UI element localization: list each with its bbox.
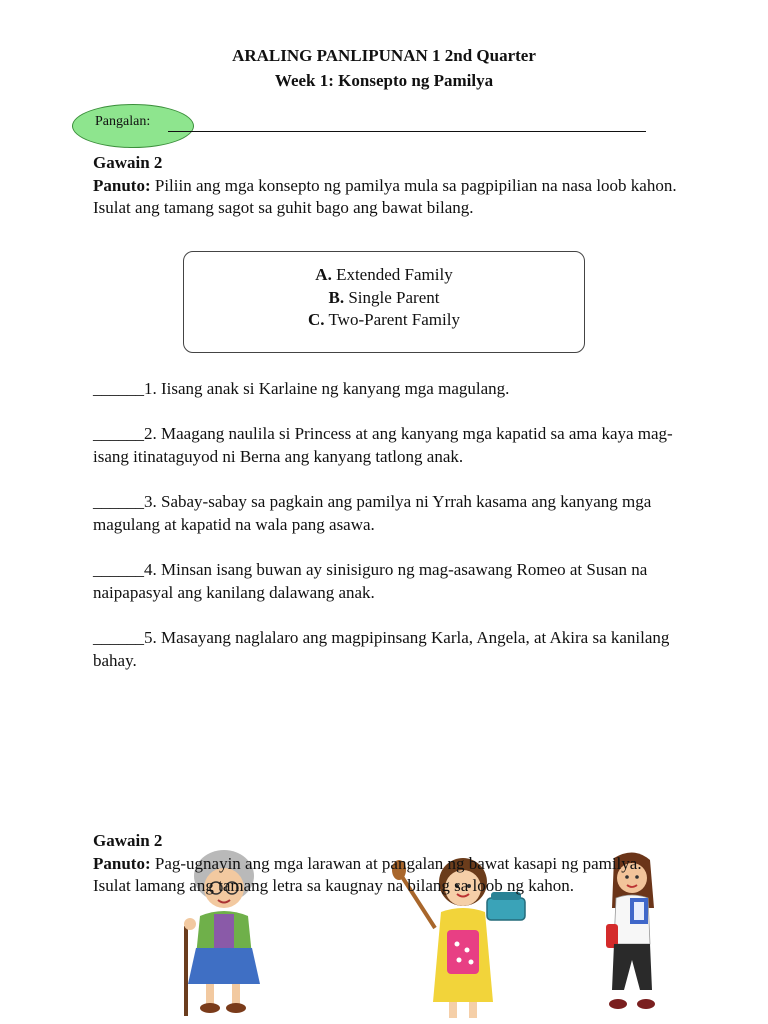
choice-c-letter: C. [308,310,325,329]
choice-b [183,288,585,308]
choice-b-letter: B. [328,288,345,307]
activity2-instruction-label: Panuto: [93,853,151,873]
activity1-instructions [93,175,683,220]
activity2-block [93,830,683,898]
choice-c [183,310,585,330]
question-4[interactable]: ______4. Minsan isang buwan ay sinisiguro ng mag-asawang Romeo at Susan na naipapasyal ang kanilang dalawang anak. [93,560,648,602]
worksheet-subtitle: Week 1: Konsepto ng Pamilya [274,71,494,90]
choice-a [183,265,585,285]
activity1-instruction-label: Panuto: [93,175,151,195]
activity1-instruction-text: Piliin ang mga konsepto ng pamilya mula sa pagpipilian na nasa loob kahon. Isulat ang tamang sagot sa guhit bago ang bawat bilang. [93,175,677,217]
choice-b-text: Single Parent [344,288,440,307]
question-2[interactable]: ______2. Maagang naulila si Princess at ang kanyang mga kapatid sa ama kaya mag-isang itinataguyod ni Berna ang kanyang tatlong anak. [93,424,673,466]
activity2-instruction-text: Pag-ugnayin ang mga larawan at pangalan ng bawat kasapi ng pamilya. Isulat lamang ang tamang letra sa kaugnay na bilang sa loob ng kahon. [93,853,642,895]
question-3[interactable]: ______3. Sabay-sabay sa pagkain ang pamilya ni Yrrah kasama ang kanyang mga magulang at kapatid na wala pang asawa. [93,492,652,534]
question-5[interactable]: ______5. Masayang naglalaro ang magpipinsang Karla, Angela, at Akira sa kanilang bahay. [93,628,670,670]
choice-a-letter: A. [315,265,332,284]
activity1-block [93,152,683,220]
activity1-heading: Gawain 2 [93,153,163,172]
activity2-instructions [93,853,683,898]
name-answer-line[interactable] [168,131,646,132]
choice-a-text: Extended Family [331,265,453,284]
name-label: Pangalan: [95,114,151,129]
worksheet-title: ARALING PANLIPUNAN 1 2nd Quarter [232,46,536,65]
question-1[interactable]: ______1. Iisang anak si Karlaine ng kanyang mga magulang. [93,379,510,398]
activity2-heading: Gawain 2 [93,831,163,850]
choice-c-text: Two-Parent Family [324,310,460,329]
